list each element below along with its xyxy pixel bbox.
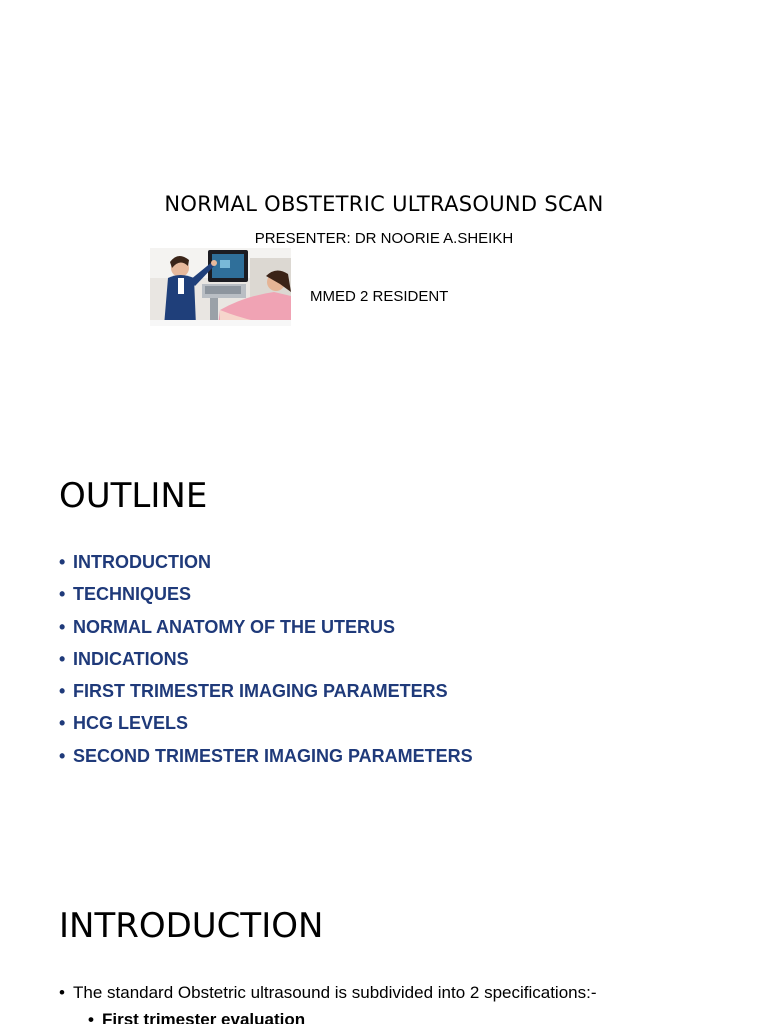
- bullet-icon: •: [59, 616, 66, 637]
- outline-item: [59, 550, 473, 582]
- outline-item-label: NORMAL ANATOMY OF THE UTERUS: [73, 616, 396, 637]
- outline-item-label: HCG LEVELS: [73, 713, 189, 734]
- outline-item: [59, 711, 473, 743]
- outline-item-label: TECHNIQUES: [73, 584, 192, 605]
- outline-item-label: INTRODUCTION: [73, 552, 211, 572]
- intro-bullet-text: The standard Obstetric ultrasound is subdivided into 2 specifications:-: [73, 983, 597, 1002]
- outline-slide: [0, 432, 768, 864]
- outline-item: [59, 647, 473, 679]
- bullet-icon: •: [59, 648, 66, 669]
- intro-bullet-point: [59, 983, 597, 1003]
- outline-item: [59, 582, 473, 614]
- ultrasound-exam-photo: [150, 248, 291, 326]
- bullet-icon: •: [88, 1010, 94, 1024]
- presentation-title: NORMAL OBSTETRIC ULTRASOUND SCAN: [164, 192, 604, 216]
- outline-list: [59, 550, 473, 776]
- bullet-icon: •: [59, 745, 66, 766]
- intro-sub-bullet-text: First trimester evaluation: [102, 1010, 306, 1024]
- title-slide: [0, 0, 768, 432]
- outline-item-label: FIRST TRIMESTER IMAGING PARAMETERS: [73, 681, 448, 702]
- introduction-slide: [0, 864, 768, 1024]
- outline-item-label: INDICATIONS: [73, 648, 189, 669]
- outline-item: [59, 679, 473, 711]
- bullet-icon: •: [59, 552, 66, 572]
- outline-item: [59, 615, 473, 647]
- outline-item: [59, 744, 473, 776]
- outline-item-label: SECOND TRIMESTER IMAGING PARAMETERS: [73, 745, 473, 766]
- bullet-icon: •: [59, 584, 66, 605]
- presenter-role: MMED 2 RESIDENT: [310, 288, 449, 305]
- bullet-icon: •: [59, 681, 66, 702]
- introduction-heading: INTRODUCTION: [59, 906, 324, 946]
- outline-heading: OUTLINE: [59, 476, 208, 516]
- bullet-icon: •: [59, 983, 65, 1002]
- intro-sub-bullet: [88, 1010, 305, 1024]
- bullet-icon: •: [59, 713, 66, 734]
- presenter-name: PRESENTER: DR NOORIE A.SHEIKH: [254, 230, 514, 247]
